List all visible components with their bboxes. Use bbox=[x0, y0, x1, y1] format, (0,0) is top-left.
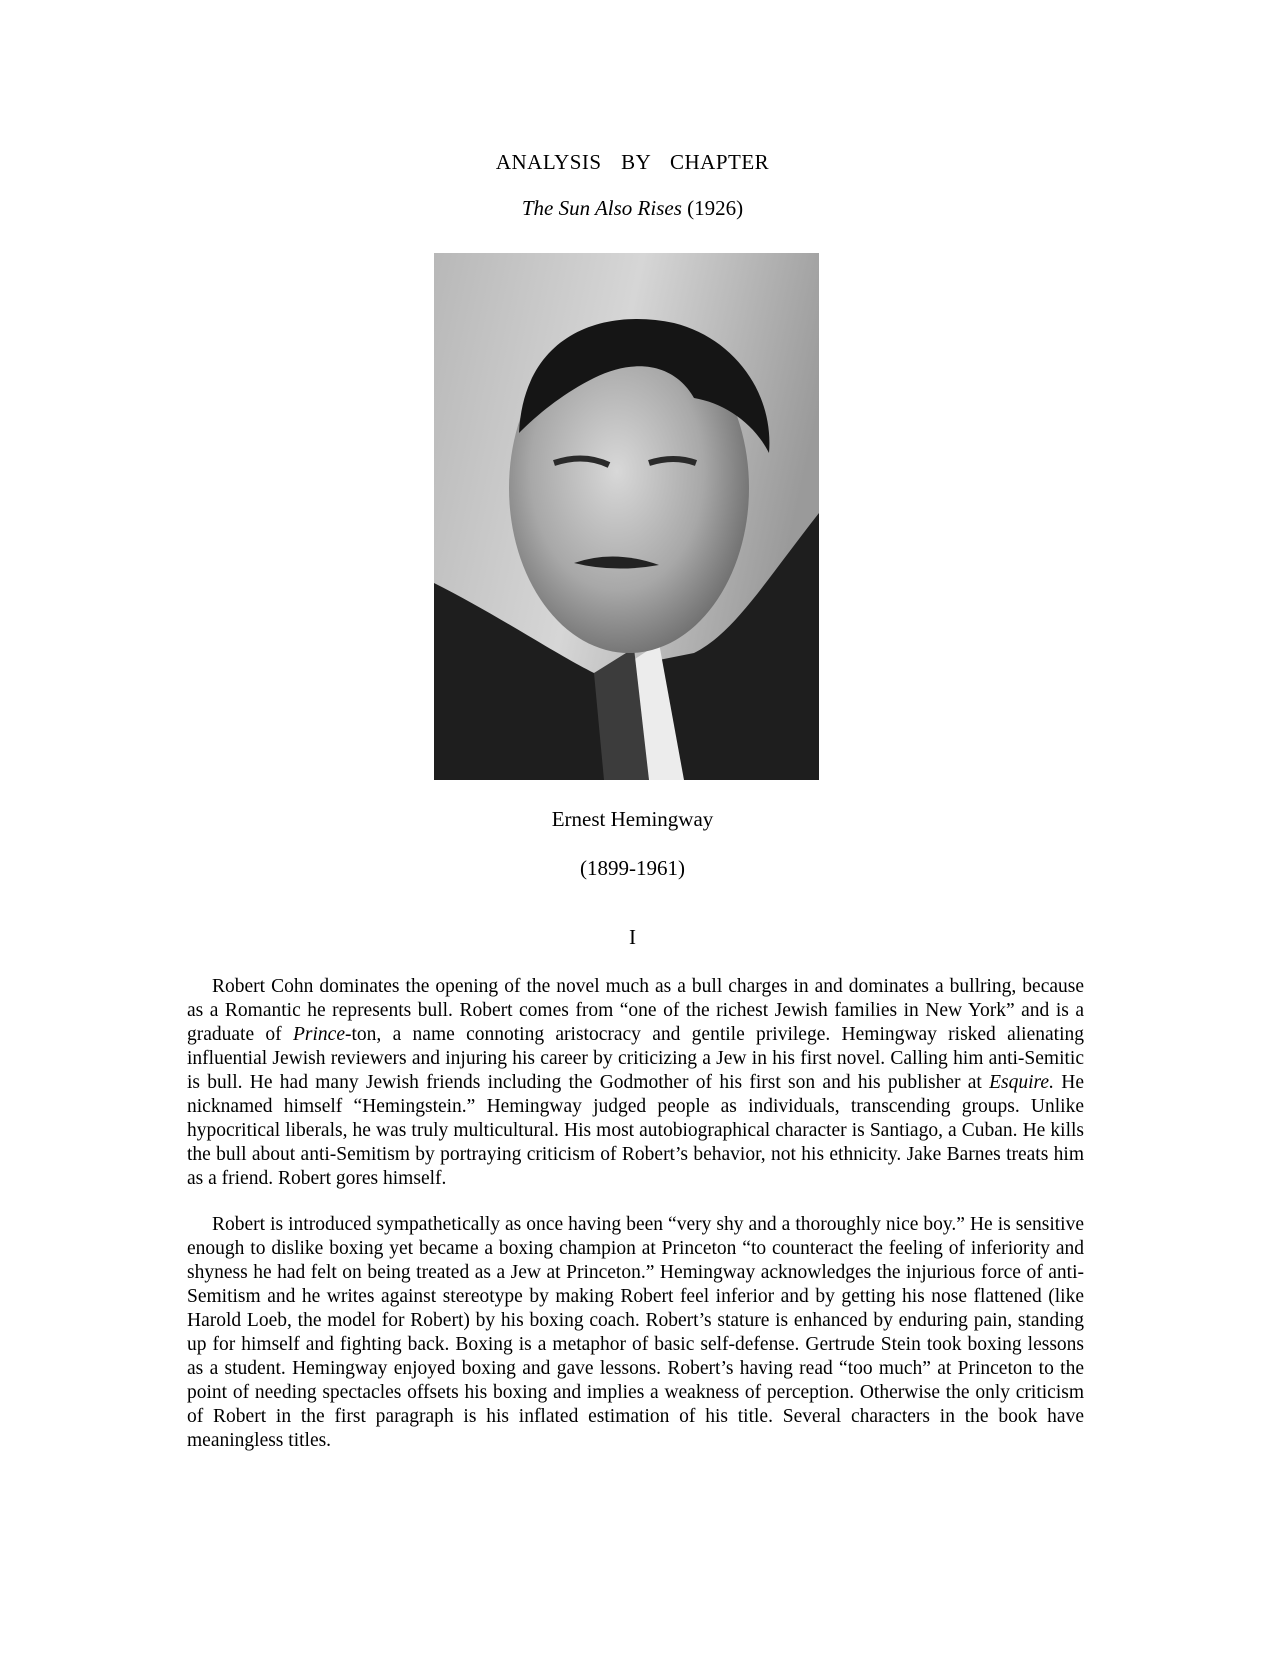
author-dates: (1899-1961) bbox=[580, 856, 685, 880]
author-portrait bbox=[434, 253, 819, 780]
emphasis-prince: Prince bbox=[293, 1024, 345, 1045]
paragraph: Robert is introduced sympathetically as once having been “very shy and a thoroughly nice boy.” He is sensitive enough to dislike boxing yet became a boxing champion at Princeton “to counteract the feeling of inferiority and shyness he had felt on being treated as a Jew at Princeton.” Hemingway acknowledges the injurious force of anti-Semitism and he writes against stereotype by making Robert feel inferior and by getting his nose flattened (like Harold Loeb, the model for Robert) by his boxing coach. Robert’s stature is enhanced by enduring pain, standing up for himself and fighting back. Boxing is a metaphor of basic self-defense. Gertrude Stein took boxing lessons as a student. Hemingway enjoyed boxing and gave lessons. Robert’s having read “too much” at Princeton to the point of needing spectacles offsets his boxing and implies a weakness of perception. Otherwise the only criticism of Robert in the first paragraph is his inflated estimation of his title. Several characters in the book have meaningless titles. bbox=[187, 1214, 1084, 1451]
chapter-numeral: I bbox=[629, 925, 636, 949]
author-name: Ernest Hemingway bbox=[551, 807, 714, 831]
paragraph-text: -ton, a name connoting aristocracy and gentile privilege. Hemingway risked alienating influential Jewish reviewers and injuring his career by criticizing a Jew in his first novel. Calling him anti-Semitic is bull. He had many Jewish friends including the Godmother of his first son and his publisher at bbox=[187, 1024, 1084, 1093]
page-heading: ANALYSIS BY CHAPTER bbox=[495, 150, 770, 174]
paragraph-text: He nicknamed himself “Hemingstein.” Hemingway judged people as individuals, transcending groups. Unlike hypocritical liberals, he was truly multicultural. His most autobiographical character is Santiago, a Cuban. He kills the bull about anti-Semitism by portraying criticism of Robert’s behavior, not his ethnicity. Jake Barnes treats him as a friend. Robert gores himself. bbox=[187, 1072, 1084, 1189]
book-title: The Sun Also Rises bbox=[521, 196, 682, 220]
portrait-photo-icon bbox=[434, 253, 819, 780]
paragraph bbox=[187, 975, 1084, 1191]
book-year: (1926) bbox=[687, 196, 744, 220]
book-title-line bbox=[0, 196, 1265, 220]
paragraph-text: Robert Cohn dominates the opening of the novel much as a bull charges in and dominates a bullring, because as a Romantic he represents bull. Robert comes from “one of the richest Jewish families in New York” and is a graduate of bbox=[187, 976, 1084, 1045]
emphasis-esquire: Esquire. bbox=[989, 1072, 1054, 1093]
